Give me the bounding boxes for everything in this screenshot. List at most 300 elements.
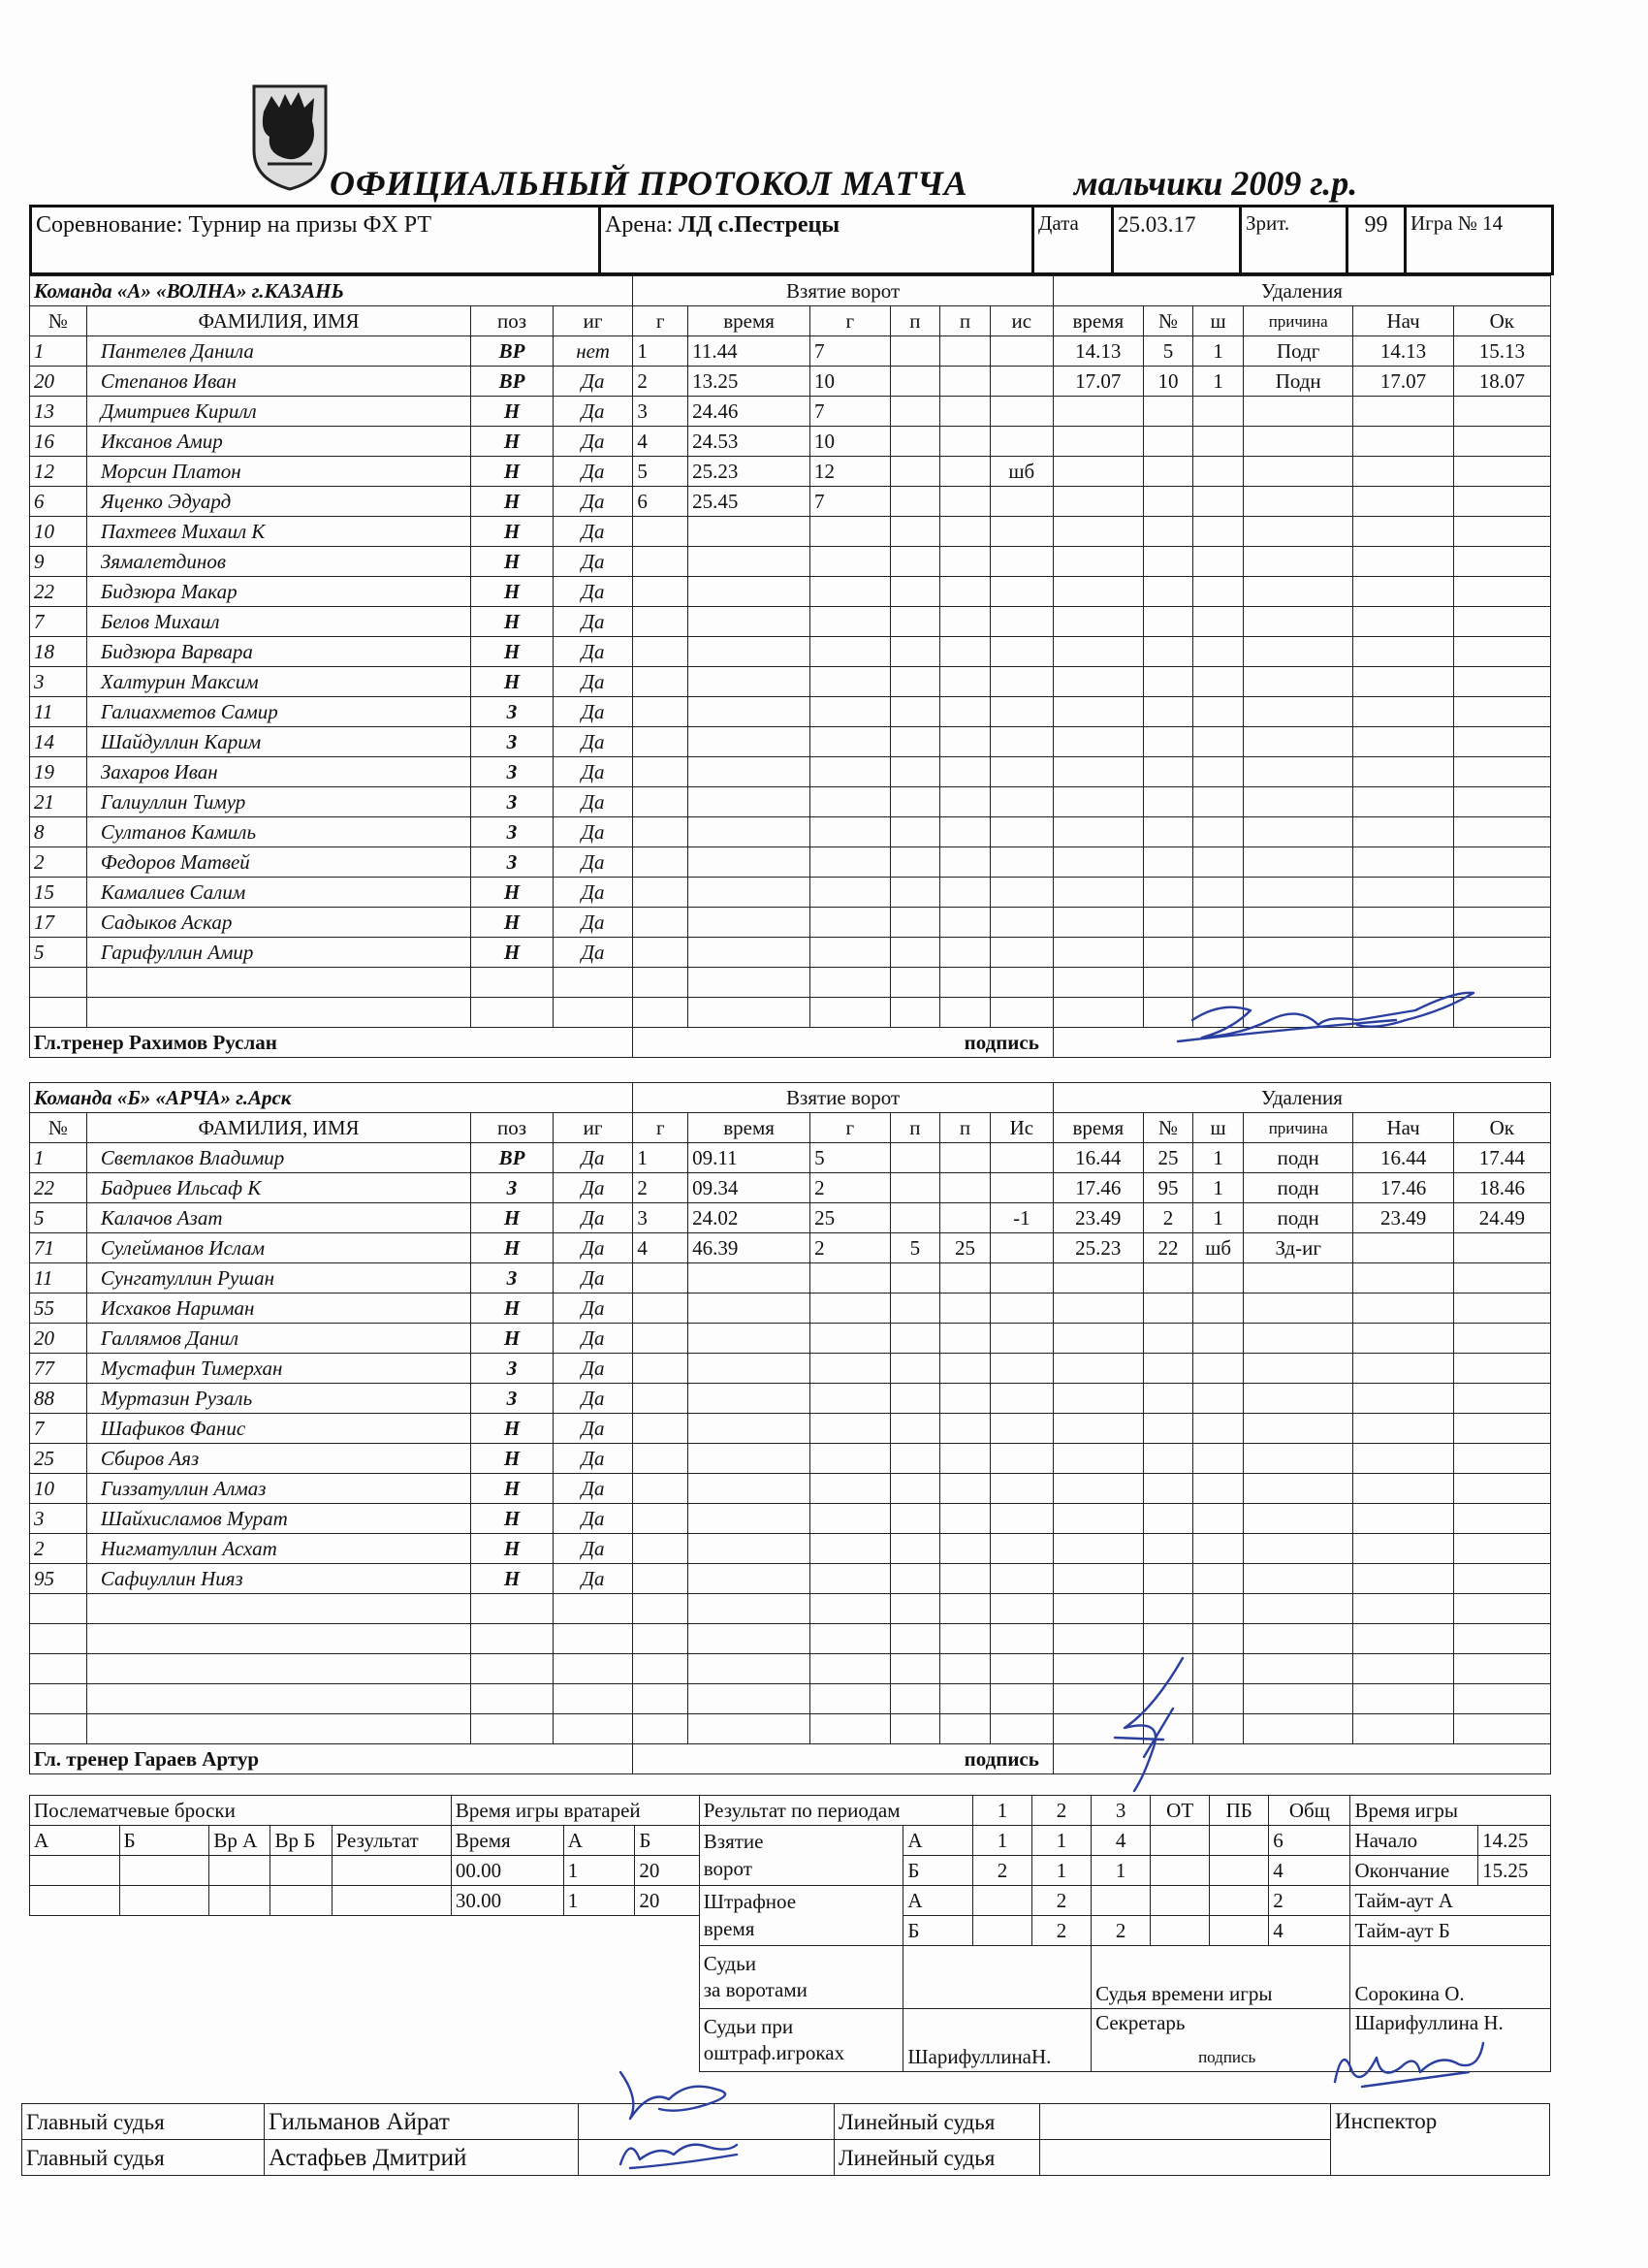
player-number: 3 bbox=[30, 1504, 87, 1534]
goal-situation bbox=[990, 1444, 1053, 1474]
penalty-reason: подн bbox=[1243, 1173, 1353, 1203]
goal-time bbox=[688, 878, 810, 908]
col-played: иг bbox=[553, 306, 633, 336]
penalty-player bbox=[1143, 757, 1193, 787]
goal-situation bbox=[990, 1504, 1053, 1534]
penalty-minutes bbox=[1193, 397, 1244, 427]
player-played: Да bbox=[553, 1564, 633, 1594]
goal-scorer bbox=[810, 1263, 891, 1294]
penalty-minutes bbox=[1193, 847, 1244, 878]
penalty-start: 16.44 bbox=[1353, 1143, 1453, 1173]
player-row bbox=[30, 1594, 1551, 1624]
penalty-time bbox=[1053, 1474, 1143, 1504]
penalty-reason bbox=[1243, 487, 1353, 517]
penalty-reason bbox=[1243, 1294, 1353, 1324]
player-number: 18 bbox=[30, 637, 87, 667]
player-number: 9 bbox=[30, 547, 87, 577]
penalty-minutes bbox=[1193, 817, 1244, 847]
linesman-label-2: Линейный судья bbox=[835, 2140, 1040, 2176]
penalty-minutes bbox=[1193, 1504, 1244, 1534]
goal-scorer bbox=[810, 1504, 891, 1534]
player-position: Н bbox=[471, 1203, 554, 1233]
player-number: 19 bbox=[30, 757, 87, 787]
penalty-time bbox=[1053, 938, 1143, 968]
penalty-player: 25 bbox=[1143, 1143, 1193, 1173]
player-name: Сунгатуллин Рушан bbox=[86, 1263, 470, 1294]
player-name: Степанов Иван bbox=[86, 367, 470, 397]
goal-assist-2 bbox=[940, 938, 991, 968]
goal-time bbox=[688, 517, 810, 547]
player-row bbox=[30, 607, 1551, 637]
penalty-end bbox=[1453, 637, 1550, 667]
col-start: Нач bbox=[1353, 306, 1453, 336]
penalty-end bbox=[1453, 1444, 1550, 1474]
player-name bbox=[86, 1684, 470, 1714]
goal-assist-1 bbox=[890, 1384, 940, 1414]
goal-assist-2 bbox=[940, 1474, 991, 1504]
player-number: 20 bbox=[30, 367, 87, 397]
penalty-reason bbox=[1243, 878, 1353, 908]
goal-scorer bbox=[810, 577, 891, 607]
player-played bbox=[553, 1714, 633, 1744]
period-2-col: 2 bbox=[1032, 1796, 1092, 1826]
player-played: Да bbox=[553, 878, 633, 908]
penalty-minutes bbox=[1193, 1624, 1244, 1654]
player-row bbox=[30, 517, 1551, 547]
main-referee-label-2: Главный судья bbox=[22, 2140, 265, 2176]
goal-assist-2 bbox=[940, 667, 991, 697]
player-played bbox=[553, 1654, 633, 1684]
team-a-coach: Гл.тренер Рахимов Руслан bbox=[30, 1028, 633, 1058]
player-number: 12 bbox=[30, 457, 87, 487]
goal-assist-1 bbox=[890, 1594, 940, 1624]
player-position: Н bbox=[471, 397, 554, 427]
goal-assist-2 bbox=[940, 787, 991, 817]
penalty-start bbox=[1353, 457, 1453, 487]
gk-row-a: 1 bbox=[563, 1886, 635, 1916]
goal-assist-2 bbox=[940, 1324, 991, 1354]
player-position: Н bbox=[471, 1324, 554, 1354]
player-position: Н bbox=[471, 1414, 554, 1444]
player-row bbox=[30, 817, 1551, 847]
goal-assist-1 bbox=[890, 517, 940, 547]
penalty-reason bbox=[1243, 1534, 1353, 1564]
player-number: 14 bbox=[30, 727, 87, 757]
penalty-time: 16.44 bbox=[1053, 1143, 1143, 1173]
shootouts-header: Послематчевые броски bbox=[30, 1796, 452, 1826]
end-label: Окончание bbox=[1350, 1856, 1478, 1886]
goal-judges-label-2: за воротами bbox=[703, 1978, 808, 2001]
player-number: 10 bbox=[30, 517, 87, 547]
goal-assist-2 bbox=[940, 1203, 991, 1233]
penalty-player bbox=[1143, 1354, 1193, 1384]
player-position: Н bbox=[471, 487, 554, 517]
penalty-time bbox=[1053, 1444, 1143, 1474]
goal-scorer bbox=[810, 667, 891, 697]
penalty-end bbox=[1453, 1384, 1550, 1414]
penalty-minutes bbox=[1193, 547, 1244, 577]
penalty-time bbox=[1053, 787, 1143, 817]
goal-situation bbox=[990, 787, 1053, 817]
goal-time: 24.46 bbox=[688, 397, 810, 427]
goal-situation bbox=[990, 1534, 1053, 1564]
penalty-player bbox=[1143, 607, 1193, 637]
goal-assist-1 bbox=[890, 457, 940, 487]
shootout-gk-b: Вр Б bbox=[270, 1826, 332, 1856]
player-name: Галиахметов Самир bbox=[86, 697, 470, 727]
player-name: Шафиков Фанис bbox=[86, 1414, 470, 1444]
penalty-time bbox=[1053, 878, 1143, 908]
goal-assist-2 bbox=[940, 968, 991, 998]
penalty-end: 15.13 bbox=[1453, 336, 1550, 367]
player-name: Белов Михаил bbox=[86, 607, 470, 637]
goal-time bbox=[688, 938, 810, 968]
goal-situation bbox=[990, 938, 1053, 968]
player-played: Да bbox=[553, 637, 633, 667]
goal-assist-2 bbox=[940, 427, 991, 457]
penalty-end bbox=[1453, 547, 1550, 577]
player-position: Н bbox=[471, 427, 554, 457]
document-subtitle: мальчики 2009 г.р. bbox=[1074, 164, 1358, 203]
goal-situation bbox=[990, 547, 1053, 577]
goal-number bbox=[633, 1504, 688, 1534]
player-played: нет bbox=[553, 336, 633, 367]
player-number: 7 bbox=[30, 1414, 87, 1444]
player-row bbox=[30, 1684, 1551, 1714]
team-a-sign-label: подпись bbox=[633, 1028, 1053, 1058]
referees-table bbox=[21, 2103, 1550, 2176]
goal-assist-1 bbox=[890, 1654, 940, 1684]
goal-assist-1 bbox=[890, 757, 940, 787]
goal-assist-2 bbox=[940, 547, 991, 577]
gk-time-header: Время игры вратарей bbox=[451, 1796, 699, 1826]
penalty-reason bbox=[1243, 1564, 1353, 1594]
player-played: Да bbox=[553, 1233, 633, 1263]
goal-time bbox=[688, 607, 810, 637]
goal-situation: шб bbox=[990, 457, 1053, 487]
goal-number bbox=[633, 1444, 688, 1474]
penalty-reason bbox=[1243, 697, 1353, 727]
team-b-sign-label: подпись bbox=[633, 1744, 1053, 1774]
player-row bbox=[30, 547, 1551, 577]
player-played: Да bbox=[553, 1263, 633, 1294]
goal-assist-2 bbox=[940, 998, 991, 1028]
pen-a-p1 bbox=[972, 1886, 1031, 1916]
main-referee-label: Главный судья bbox=[22, 2104, 265, 2140]
goal-assist-2 bbox=[940, 878, 991, 908]
player-number: 6 bbox=[30, 487, 87, 517]
col-assist-1: п bbox=[890, 306, 940, 336]
penalty-time bbox=[1053, 487, 1143, 517]
penalty-end bbox=[1453, 397, 1550, 427]
goal-assist-1 bbox=[890, 607, 940, 637]
player-row bbox=[30, 1654, 1551, 1684]
goal-number bbox=[633, 1624, 688, 1654]
penalty-end bbox=[1453, 757, 1550, 787]
penalty-minutes: 1 bbox=[1193, 1173, 1244, 1203]
goal-number bbox=[633, 727, 688, 757]
penalty-time bbox=[1053, 397, 1143, 427]
goal-assist-1 bbox=[890, 1294, 940, 1324]
penalty-player bbox=[1143, 878, 1193, 908]
goal-number bbox=[633, 1354, 688, 1384]
player-number: 15 bbox=[30, 878, 87, 908]
goal-number bbox=[633, 1474, 688, 1504]
col-scorer: г bbox=[810, 306, 891, 336]
penalty-end bbox=[1453, 1534, 1550, 1564]
player-name: Бидзюра Варвара bbox=[86, 637, 470, 667]
penalty-reason bbox=[1243, 908, 1353, 938]
player-played: Да bbox=[553, 1354, 633, 1384]
goal-situation bbox=[990, 1173, 1053, 1203]
goal-scorer bbox=[810, 1564, 891, 1594]
penalty-player bbox=[1143, 397, 1193, 427]
player-position: ВР bbox=[471, 336, 554, 367]
goal-situation bbox=[990, 1564, 1053, 1594]
goal-time bbox=[688, 787, 810, 817]
penalty-start bbox=[1353, 667, 1453, 697]
goal-scorer: 5 bbox=[810, 1143, 891, 1173]
penalty-player bbox=[1143, 1684, 1193, 1714]
penalty-minutes bbox=[1193, 667, 1244, 697]
penalty-player bbox=[1143, 1294, 1193, 1324]
goal-situation bbox=[990, 1654, 1053, 1684]
player-played: Да bbox=[553, 607, 633, 637]
penalty-minutes bbox=[1193, 757, 1244, 787]
goal-assist-2 bbox=[940, 1714, 991, 1744]
player-row bbox=[30, 998, 1551, 1028]
player-played bbox=[553, 1684, 633, 1714]
penalty-player bbox=[1143, 547, 1193, 577]
goal-time bbox=[688, 1534, 810, 1564]
penalty-start bbox=[1353, 397, 1453, 427]
penalty-start bbox=[1353, 637, 1453, 667]
player-played: Да bbox=[553, 487, 633, 517]
team-a-goals-header: Взятие ворот bbox=[633, 276, 1053, 306]
player-played: Да bbox=[553, 1384, 633, 1414]
goal-time: 46.39 bbox=[688, 1233, 810, 1263]
penalty-end bbox=[1453, 968, 1550, 998]
team-b-title: Команда «Б» «АРЧА» г.Арск bbox=[30, 1083, 633, 1113]
goal-situation bbox=[990, 1714, 1053, 1744]
penalty-end bbox=[1453, 517, 1550, 547]
penalty-start bbox=[1353, 938, 1453, 968]
penalty-time bbox=[1053, 998, 1143, 1028]
player-played: Да bbox=[553, 517, 633, 547]
penalty-end bbox=[1453, 577, 1550, 607]
goal-assist-1 bbox=[890, 1474, 940, 1504]
player-number bbox=[30, 1654, 87, 1684]
goal-number bbox=[633, 757, 688, 787]
goal-assist-1 bbox=[890, 1354, 940, 1384]
goal-assist-2 bbox=[940, 1654, 991, 1684]
player-name: Садыков Аскар bbox=[86, 908, 470, 938]
gk-row-b: 20 bbox=[635, 1856, 699, 1886]
team-b-table bbox=[29, 1082, 1551, 1774]
penalty-player bbox=[1143, 1654, 1193, 1684]
goal-number bbox=[633, 847, 688, 878]
goal-assist-1 bbox=[890, 968, 940, 998]
penalty-minutes bbox=[1193, 1534, 1244, 1564]
gk-time-col: Время bbox=[451, 1826, 563, 1856]
penalty-player bbox=[1143, 667, 1193, 697]
player-number bbox=[30, 1624, 87, 1654]
player-row bbox=[30, 1534, 1551, 1564]
time-judge-label: Судья времени игры bbox=[1092, 1946, 1350, 2009]
penalty-start: 23.49 bbox=[1353, 1203, 1453, 1233]
penalty-player bbox=[1143, 1263, 1193, 1294]
goal-scorer bbox=[810, 847, 891, 878]
penalty-player bbox=[1143, 817, 1193, 847]
penalty-time bbox=[1053, 547, 1143, 577]
col-name: ФАМИЛИЯ, ИМЯ bbox=[86, 306, 470, 336]
goal-assist-2 bbox=[940, 1624, 991, 1654]
penalty-player bbox=[1143, 1624, 1193, 1654]
goal-assist-2 bbox=[940, 607, 991, 637]
pen-a-p2: 2 bbox=[1032, 1886, 1092, 1916]
goal-time bbox=[688, 908, 810, 938]
competition-label: Соревнование: bbox=[36, 212, 183, 238]
penalty-reason bbox=[1243, 787, 1353, 817]
player-number: 1 bbox=[30, 1143, 87, 1173]
goal-assist-1: 5 bbox=[890, 1233, 940, 1263]
player-row bbox=[30, 1714, 1551, 1744]
penalty-minutes bbox=[1193, 1594, 1244, 1624]
goal-scorer bbox=[810, 1534, 891, 1564]
penalty-player: 5 bbox=[1143, 336, 1193, 367]
goal-number bbox=[633, 998, 688, 1028]
goal-assist-1 bbox=[890, 667, 940, 697]
penalty-minutes bbox=[1193, 697, 1244, 727]
goal-time bbox=[688, 847, 810, 878]
player-row bbox=[30, 1173, 1551, 1203]
player-name: Исхаков Нариман bbox=[86, 1294, 470, 1324]
goal-assist-1 bbox=[890, 547, 940, 577]
penalty-reason bbox=[1243, 397, 1353, 427]
player-number: 22 bbox=[30, 577, 87, 607]
player-played: Да bbox=[553, 547, 633, 577]
player-position: Н bbox=[471, 517, 554, 547]
goal-scorer bbox=[810, 1654, 891, 1684]
penalty-start bbox=[1353, 1384, 1453, 1414]
goal-number: 3 bbox=[633, 1203, 688, 1233]
penalty-start bbox=[1353, 517, 1453, 547]
arena-name: ЛД с.Пестрецы bbox=[679, 212, 840, 238]
goal-assist-2 bbox=[940, 1173, 991, 1203]
player-name: Муртазин Рузаль bbox=[86, 1384, 470, 1414]
player-number: 10 bbox=[30, 1474, 87, 1504]
goal-number bbox=[633, 1384, 688, 1414]
penalty-player: 10 bbox=[1143, 367, 1193, 397]
penalty-time-label: Штрафное bbox=[703, 1890, 797, 1914]
penalty-time bbox=[1053, 817, 1143, 847]
goal-time bbox=[688, 817, 810, 847]
goal-assist-1 bbox=[890, 1564, 940, 1594]
goal-assist-1 bbox=[890, 397, 940, 427]
player-position: З bbox=[471, 1384, 554, 1414]
player-position bbox=[471, 1684, 554, 1714]
goal-scorer bbox=[810, 547, 891, 577]
goal-number: 5 bbox=[633, 457, 688, 487]
penalty-start bbox=[1353, 1504, 1453, 1534]
player-name bbox=[86, 1654, 470, 1684]
goal-situation bbox=[990, 517, 1053, 547]
penalty-end bbox=[1453, 847, 1550, 878]
goal-situation bbox=[990, 667, 1053, 697]
penalty-player bbox=[1143, 938, 1193, 968]
goal-assist-1 bbox=[890, 938, 940, 968]
penalty-time bbox=[1053, 577, 1143, 607]
penalty-minutes: 1 bbox=[1193, 367, 1244, 397]
goal-scorer bbox=[810, 1414, 891, 1444]
goal-scorer bbox=[810, 968, 891, 998]
goal-number bbox=[633, 878, 688, 908]
player-name: Шайхисламов Мурат bbox=[86, 1504, 470, 1534]
penalty-reason bbox=[1243, 637, 1353, 667]
goal-situation bbox=[990, 607, 1053, 637]
goal-time bbox=[688, 998, 810, 1028]
penalty-end bbox=[1453, 487, 1550, 517]
penalty-reason bbox=[1243, 1684, 1353, 1714]
penalty-reason: Подг bbox=[1243, 336, 1353, 367]
goal-situation bbox=[990, 336, 1053, 367]
penalty-minutes bbox=[1193, 1684, 1244, 1714]
pen-a-p3 bbox=[1092, 1886, 1151, 1916]
penalty-end bbox=[1453, 908, 1550, 938]
player-row bbox=[30, 1324, 1551, 1354]
penalty-player: 95 bbox=[1143, 1173, 1193, 1203]
goal-number bbox=[633, 1654, 688, 1684]
player-number bbox=[30, 998, 87, 1028]
player-played: Да bbox=[553, 817, 633, 847]
goals-b-p2: 1 bbox=[1032, 1856, 1092, 1886]
player-number: 3 bbox=[30, 667, 87, 697]
penalty-end bbox=[1453, 817, 1550, 847]
player-position: ВР bbox=[471, 1143, 554, 1173]
penalty-start bbox=[1353, 968, 1453, 998]
penalty-player bbox=[1143, 1444, 1193, 1474]
goal-assist-2 bbox=[940, 517, 991, 547]
goal-situation bbox=[990, 757, 1053, 787]
goal-time bbox=[688, 1294, 810, 1324]
player-number: 95 bbox=[30, 1564, 87, 1594]
penalty-end bbox=[1453, 667, 1550, 697]
goal-assist-2 bbox=[940, 1143, 991, 1173]
goal-scorer bbox=[810, 697, 891, 727]
penalty-time bbox=[1053, 697, 1143, 727]
goal-number bbox=[633, 667, 688, 697]
goal-number bbox=[633, 547, 688, 577]
penalty-player: 22 bbox=[1143, 1233, 1193, 1263]
penalty-time bbox=[1053, 667, 1143, 697]
col-situation: Ис bbox=[990, 1113, 1053, 1143]
penalty-reason bbox=[1243, 1263, 1353, 1294]
col-pen-num: № bbox=[1143, 1113, 1193, 1143]
penalty-end bbox=[1453, 697, 1550, 727]
player-name bbox=[86, 1714, 470, 1744]
penalty-reason bbox=[1243, 938, 1353, 968]
col-end: Ок bbox=[1453, 306, 1550, 336]
goal-scorer bbox=[810, 1594, 891, 1624]
player-row bbox=[30, 427, 1551, 457]
goal-assist-2 bbox=[940, 367, 991, 397]
goal-assist-1 bbox=[890, 1414, 940, 1444]
player-position: Н bbox=[471, 607, 554, 637]
goal-assist-1 bbox=[890, 1203, 940, 1233]
col-num: № bbox=[30, 1113, 87, 1143]
main-referee-1: Гильманов Айрат bbox=[265, 2104, 579, 2140]
goal-assist-2 bbox=[940, 577, 991, 607]
